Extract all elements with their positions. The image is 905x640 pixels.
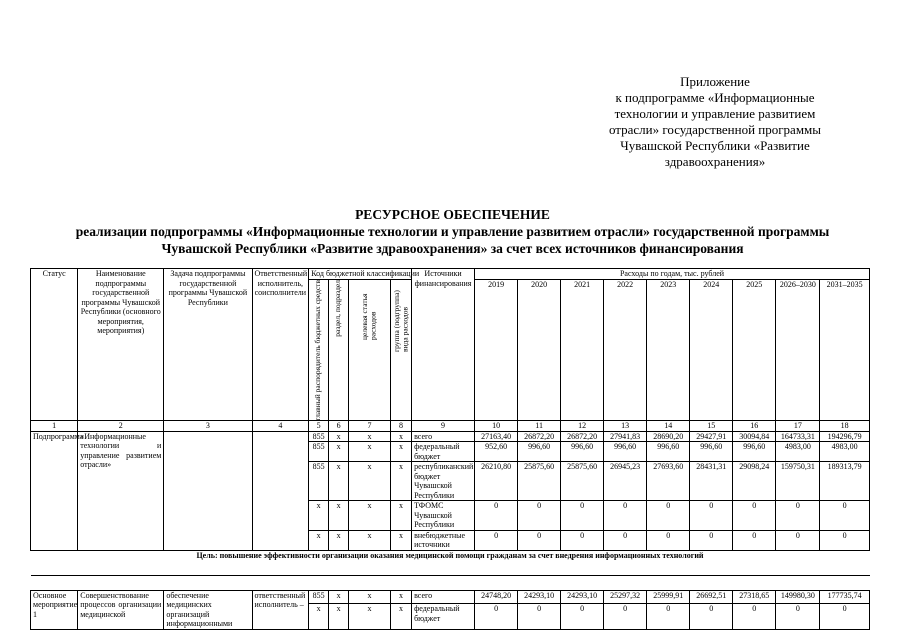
value-cell: 0 — [518, 501, 561, 531]
value-cell: 28690,20 — [647, 431, 690, 442]
value-cell: 0 — [647, 604, 690, 630]
header-code-main: главный распорядитель бюджетных средств — [313, 279, 323, 421]
value-cell: 0 — [604, 501, 647, 531]
value-cell: 26872,20 — [518, 431, 561, 442]
code-cell: x — [349, 590, 391, 603]
value-cell: 27693,60 — [647, 462, 690, 501]
value-cell: 25297,32 — [604, 590, 647, 603]
source-cell: внебюджетные источники — [412, 530, 475, 550]
value-cell: 0 — [733, 604, 776, 630]
source-cell: федеральный бюджет — [412, 604, 475, 630]
value-cell: 0 — [561, 530, 604, 550]
resource-table — [30, 268, 870, 630]
value-cell: 996,60 — [647, 442, 690, 462]
appendix-note — [565, 74, 865, 170]
code-cell: x — [349, 530, 391, 550]
code-cell: x — [349, 501, 391, 531]
value-cell: 4983,00 — [776, 442, 820, 462]
column-number: 10 — [475, 421, 518, 432]
value-cell: 0 — [690, 604, 733, 630]
column-number: 17 — [776, 421, 820, 432]
program-status: Подпрограмма — [31, 431, 78, 550]
value-cell: 24293,10 — [561, 590, 604, 603]
header-status: Статус — [31, 269, 78, 421]
value-cell: 27318,65 — [733, 590, 776, 603]
appendix-line: технологии и управление развитием — [614, 106, 816, 121]
value-cell: 164733,31 — [776, 431, 820, 442]
header-year: 2021 — [561, 279, 604, 421]
value-cell: 0 — [733, 501, 776, 531]
header-code-cell — [349, 279, 391, 421]
measure-task: обеспечение медицинских организаций информационными — [164, 590, 252, 629]
column-number: 11 — [518, 421, 561, 432]
header-code-group: группа (подгруппа) вида расходов — [392, 289, 410, 352]
appendix-line: отрасли» государственной программы — [608, 122, 822, 137]
source-cell: федеральный бюджет — [412, 442, 475, 462]
value-cell: 0 — [820, 530, 870, 550]
measure-name: Совершенствование процессов организации медицинской — [78, 590, 164, 629]
value-cell: 0 — [820, 501, 870, 531]
title-subline: реализации подпрограммы «Информационные технологии и управление развитием отрасли» государственной программы — [75, 224, 830, 239]
value-cell: 25875,60 — [518, 462, 561, 501]
value-cell: 29098,24 — [733, 462, 776, 501]
code-cell: x — [309, 501, 329, 531]
source-cell: республиканский бюджет Чувашской Республики — [412, 462, 475, 501]
header-year: 2019 — [475, 279, 518, 421]
spacer-row — [31, 575, 870, 590]
header-year: 2026–2030 — [776, 279, 820, 421]
value-cell: 24293,10 — [518, 590, 561, 603]
code-cell: x — [329, 530, 349, 550]
value-cell: 0 — [561, 501, 604, 531]
code-cell: x — [329, 462, 349, 501]
header-expenses: Расходы по годам, тыс. рублей — [475, 269, 870, 280]
code-cell: x — [349, 462, 391, 501]
code-cell: x — [329, 442, 349, 462]
header-code-section: раздел, подраздел — [333, 279, 343, 337]
column-number: 6 — [329, 421, 349, 432]
value-cell: 177735,74 — [820, 590, 870, 603]
value-cell: 29427,91 — [690, 431, 733, 442]
value-cell: 0 — [690, 501, 733, 531]
column-number: 5 — [309, 421, 329, 432]
header-year: 2025 — [733, 279, 776, 421]
value-cell: 0 — [690, 530, 733, 550]
value-cell: 149980,30 — [776, 590, 820, 603]
code-cell: x — [349, 442, 391, 462]
value-cell: 0 — [647, 501, 690, 531]
value-cell: 0 — [604, 530, 647, 550]
code-cell: 855 — [309, 462, 329, 501]
column-number: 1 — [31, 421, 78, 432]
column-number: 18 — [820, 421, 870, 432]
header-row — [31, 269, 870, 280]
goal-text: Цель: повышение эффективности организации оказания медицинской помощи гражданам за счет внедрения информационных технологий — [31, 550, 870, 575]
header-year: 2024 — [690, 279, 733, 421]
code-cell: x — [391, 590, 412, 603]
source-cell: ТФОМС Чувашской Республики — [412, 501, 475, 531]
header-budget-code: Код бюджетной классификации — [309, 269, 412, 280]
value-cell: 24748,20 — [475, 590, 518, 603]
title-heading: РЕСУРСНОЕ ОБЕСПЕЧЕНИЕ — [355, 207, 550, 222]
value-cell: 26692,51 — [690, 590, 733, 603]
header-sources: Источники финансирования — [412, 269, 475, 421]
header-responsible: Ответственный исполнитель, соисполнители — [252, 269, 309, 421]
value-cell: 28431,31 — [690, 462, 733, 501]
table-row — [31, 431, 870, 442]
value-cell: 0 — [733, 530, 776, 550]
value-cell: 26945,23 — [604, 462, 647, 501]
goal-row — [31, 550, 870, 575]
document-title — [0, 206, 905, 257]
column-number: 2 — [78, 421, 164, 432]
value-cell: 0 — [561, 604, 604, 630]
appendix-line: Чувашской Республики «Развитие — [620, 138, 810, 153]
source-cell: всего — [412, 590, 475, 603]
program-name: «Информационные технологии и управление развитием отрасли» — [78, 431, 164, 550]
header-code-cell — [391, 279, 412, 421]
code-cell: x — [309, 604, 329, 630]
title-subline: Чувашской Республики «Развитие здравоохранения» за счет всех источников финансирования — [161, 241, 744, 256]
value-cell: 0 — [776, 530, 820, 550]
column-number: 13 — [604, 421, 647, 432]
column-number: 12 — [561, 421, 604, 432]
value-cell: 189313,79 — [820, 462, 870, 501]
value-cell: 0 — [475, 530, 518, 550]
code-cell: x — [391, 442, 412, 462]
code-cell: x — [329, 590, 349, 603]
value-cell: 0 — [776, 604, 820, 630]
header-year: 2023 — [647, 279, 690, 421]
header-year: 2022 — [604, 279, 647, 421]
value-cell: 25999,91 — [647, 590, 690, 603]
value-cell: 159750,31 — [776, 462, 820, 501]
code-cell: x — [329, 604, 349, 630]
measure-responsible: ответственный исполнитель – — [252, 590, 309, 629]
value-cell: 952,60 — [475, 442, 518, 462]
column-number: 7 — [349, 421, 391, 432]
code-cell: x — [349, 604, 391, 630]
header-name: Наименование подпрограммы государственной программы Чувашской Республики (основного мероприятия, мероприятия) — [78, 269, 164, 421]
value-cell: 996,60 — [690, 442, 733, 462]
code-cell: x — [349, 431, 391, 442]
value-cell: 27163,40 — [475, 431, 518, 442]
spacer-cell — [31, 575, 870, 590]
column-number: 3 — [164, 421, 252, 432]
header-task: Задача подпрограммы государственной программы Чувашской Республики — [164, 269, 252, 421]
value-cell: 4983,00 — [820, 442, 870, 462]
appendix-line: Приложение — [680, 74, 750, 89]
program-responsible — [252, 431, 309, 550]
value-cell: 996,60 — [733, 442, 776, 462]
value-cell: 30094,84 — [733, 431, 776, 442]
header-code-cell — [329, 279, 349, 421]
code-cell: x — [329, 431, 349, 442]
code-cell: x — [391, 530, 412, 550]
code-cell: x — [391, 604, 412, 630]
value-cell: 0 — [604, 604, 647, 630]
value-cell: 0 — [820, 604, 870, 630]
code-cell: x — [391, 501, 412, 531]
value-cell: 0 — [647, 530, 690, 550]
value-cell: 27941,83 — [604, 431, 647, 442]
value-cell: 0 — [518, 530, 561, 550]
table-row — [31, 590, 870, 603]
code-cell: x — [309, 530, 329, 550]
value-cell: 0 — [518, 604, 561, 630]
column-number: 9 — [412, 421, 475, 432]
value-cell: 0 — [776, 501, 820, 531]
column-number-row — [31, 421, 870, 432]
code-cell: 855 — [309, 431, 329, 442]
column-number: 4 — [252, 421, 309, 432]
value-cell: 25875,60 — [561, 462, 604, 501]
column-number: 16 — [733, 421, 776, 432]
program-task — [164, 431, 252, 550]
header-year: 2031–2035 — [820, 279, 870, 421]
column-number: 8 — [391, 421, 412, 432]
value-cell: 194296,79 — [820, 431, 870, 442]
code-cell: x — [391, 431, 412, 442]
appendix-line: здравоохранения» — [664, 154, 766, 169]
code-cell: 855 — [309, 590, 329, 603]
column-number: 15 — [690, 421, 733, 432]
code-cell: 855 — [309, 442, 329, 462]
code-cell: x — [391, 462, 412, 501]
value-cell: 26210,80 — [475, 462, 518, 501]
source-cell: всего — [412, 431, 475, 442]
column-number: 14 — [647, 421, 690, 432]
value-cell: 996,60 — [604, 442, 647, 462]
code-cell: x — [329, 501, 349, 531]
value-cell: 26872,20 — [561, 431, 604, 442]
header-code-cell — [309, 279, 329, 421]
measure-status: Основное мероприятие 1 — [31, 590, 78, 629]
value-cell: 996,60 — [561, 442, 604, 462]
value-cell: 0 — [475, 604, 518, 630]
value-cell: 996,60 — [518, 442, 561, 462]
value-cell: 0 — [475, 501, 518, 531]
header-code-target: целевая статья расходов — [360, 293, 378, 340]
appendix-line: к подпрограмме «Информационные — [615, 90, 815, 105]
header-year: 2020 — [518, 279, 561, 421]
